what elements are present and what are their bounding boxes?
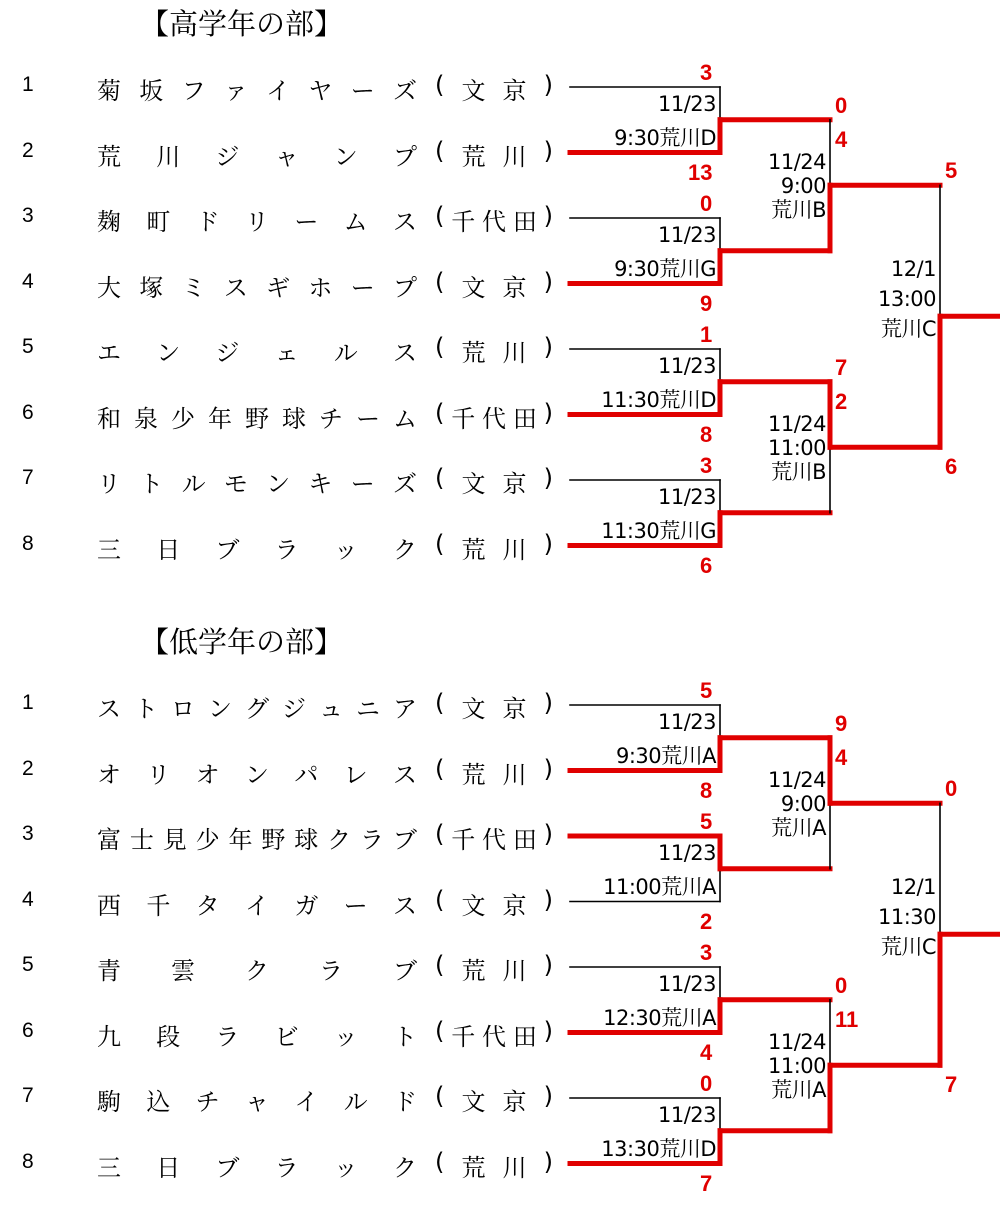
match-date: 11/23	[657, 972, 716, 996]
bracket-upper-grades	[0, 0, 1000, 590]
match-date: 11/23	[657, 1103, 716, 1127]
bracket-lower-grades	[0, 618, 1000, 1208]
team-row	[0, 1144, 570, 1184]
team-area: ( 文 京 )	[435, 464, 553, 498]
match-date: 11/24	[767, 1030, 826, 1055]
team-name: 三 日 ブ ラ ッ ク	[97, 1153, 417, 1182]
team-seed: 6	[22, 1018, 34, 1042]
score: 0	[700, 191, 713, 216]
match-date: 12/1	[890, 875, 936, 900]
match-time-venue: 11:30荒川G	[601, 518, 716, 543]
team-area: ( 荒 川 )	[435, 1147, 553, 1182]
score: 5	[700, 809, 713, 834]
match-date: 11/23	[657, 710, 716, 734]
team-row	[0, 264, 570, 304]
team-seed: 7	[22, 1084, 34, 1107]
team-seed: 3	[22, 204, 34, 227]
score: 11	[835, 1006, 859, 1032]
team-seed: 2	[22, 138, 34, 162]
score: 13	[688, 159, 713, 185]
score: 0	[700, 1071, 713, 1096]
team-name: リ ト ル モ ン キ ー ズ	[97, 470, 417, 498]
match-time-venue: 9:30荒川A	[615, 743, 716, 768]
match-time: 13:00	[877, 287, 936, 312]
match-date: 11/24	[767, 150, 826, 175]
match-date: 11/24	[767, 412, 826, 437]
score: 7	[835, 354, 848, 380]
score: 2	[835, 388, 848, 414]
score: 5	[945, 158, 958, 184]
match-time-venue: 9:30荒川G	[614, 256, 716, 281]
score: 8	[700, 777, 713, 803]
score: 3	[700, 453, 713, 478]
team-row	[0, 882, 570, 922]
team-area: ( 荒 川 )	[435, 136, 553, 171]
team-area: ( 荒 川 )	[435, 951, 553, 985]
team-row	[0, 685, 570, 725]
team-row	[0, 751, 570, 791]
team-row	[0, 133, 570, 173]
score: 0	[945, 776, 958, 802]
team-row	[0, 1013, 570, 1053]
team-seed: 5	[22, 953, 34, 976]
match-time-venue: 11:30荒川D	[601, 387, 716, 412]
match-venue: 荒川B	[771, 198, 826, 223]
score: 3	[700, 60, 713, 85]
team-name: 駒 込 チ ャ イ ル ド	[97, 1088, 417, 1116]
match-date: 11/23	[657, 841, 716, 865]
team-name: 麹 町 ド リ ー ム ス	[97, 208, 417, 236]
team-seed: 5	[22, 335, 34, 358]
team-seed: 2	[22, 756, 34, 780]
score: 7	[945, 1072, 958, 1098]
team-area: ( 文 京 )	[435, 267, 553, 302]
match-date: 11/23	[657, 485, 716, 509]
team-row	[0, 1078, 570, 1118]
match-venue: 荒川A	[771, 1078, 826, 1103]
match-date: 12/1	[890, 257, 936, 282]
match-time-venue: 12:30荒川A	[603, 1005, 716, 1030]
match-time-venue: 9:30荒川D	[614, 125, 716, 150]
team-seed: 8	[22, 1149, 34, 1173]
team-row	[0, 395, 570, 435]
team-name: 富 士 見 少 年 野 球 ク ラ ブ	[97, 826, 417, 854]
team-area: ( 千 代 田 )	[435, 202, 553, 236]
match-time: 9:00	[780, 174, 826, 199]
score: 9	[700, 290, 713, 316]
team-area: ( 千 代 田 )	[435, 398, 553, 433]
match-time: 11:30	[877, 905, 936, 930]
match-venue: 荒川B	[771, 460, 826, 485]
score: 6	[945, 454, 958, 480]
match-time: 11:00	[767, 436, 826, 461]
score: 9	[835, 710, 848, 736]
score: 4	[700, 1039, 713, 1065]
team-area: ( 荒 川 )	[435, 754, 553, 789]
team-row	[0, 816, 570, 856]
team-area: ( 文 京 )	[435, 1082, 553, 1116]
team-seed: 1	[22, 73, 34, 96]
match-venue: 荒川A	[771, 816, 826, 841]
team-name: ス ト ロ ン グ ジ ュ ニ ア	[97, 695, 417, 723]
score: 0	[835, 972, 848, 998]
match-date: 11/23	[657, 223, 716, 247]
score: 3	[700, 940, 713, 965]
match-time: 9:00	[780, 792, 826, 817]
team-name: 大 塚 ミ ス ギ ホ ー プ	[97, 273, 417, 302]
score: 1	[700, 322, 713, 347]
team-seed: 4	[22, 269, 34, 293]
team-seed: 4	[22, 887, 34, 911]
score: 7	[700, 1170, 713, 1196]
team-seed: 3	[22, 822, 34, 845]
team-name: 九 段 ラ ビ ッ ト	[97, 1022, 417, 1051]
team-name: 菊 坂 フ ァ イ ヤ ー ズ	[97, 77, 417, 105]
match-time: 11:00	[767, 1054, 826, 1079]
team-area: ( 文 京 )	[435, 689, 553, 723]
team-row	[0, 198, 570, 238]
match-date: 11/23	[657, 92, 716, 116]
match-venue: 荒川C	[880, 317, 936, 342]
team-row	[0, 947, 570, 987]
team-row	[0, 526, 570, 566]
score: 4	[835, 126, 848, 152]
team-area: ( 文 京 )	[435, 885, 553, 920]
team-seed: 1	[22, 691, 34, 714]
team-seed: 7	[22, 466, 34, 489]
team-seed: 8	[22, 531, 34, 555]
section-title: 【高学年の部】	[140, 7, 344, 41]
team-name: オ リ オ ン パ レ ス	[97, 760, 417, 789]
match-date: 11/24	[767, 768, 826, 793]
team-area: ( 荒 川 )	[435, 333, 553, 367]
team-row	[0, 460, 570, 500]
team-area: ( 千 代 田 )	[435, 1016, 553, 1051]
team-area: ( 千 代 田 )	[435, 820, 553, 854]
team-name: エ ン ジ ェ ル ス	[97, 339, 417, 367]
match-venue: 荒川C	[880, 935, 936, 960]
match-time-venue: 11:00荒川A	[603, 874, 716, 899]
match-time-venue: 13:30荒川D	[601, 1136, 716, 1161]
score: 5	[700, 678, 713, 703]
score: 8	[700, 421, 713, 447]
score: 0	[835, 92, 848, 118]
team-name: 荒 川 ジ ャ ン プ	[97, 142, 417, 171]
team-name: 青 雲 ク ラ ブ	[97, 957, 417, 985]
team-area: ( 荒 川 )	[435, 529, 553, 564]
score: 4	[835, 744, 848, 770]
score: 2	[700, 908, 713, 934]
team-area: ( 文 京 )	[435, 71, 553, 105]
team-name: 三 日 ブ ラ ッ ク	[97, 535, 417, 564]
team-name: 西 千 タ イ ガ ー ス	[97, 891, 417, 920]
score: 6	[700, 552, 713, 578]
section-title: 【低学年の部】	[140, 625, 344, 659]
team-row	[0, 67, 570, 107]
team-seed: 6	[22, 400, 34, 424]
team-name: 和 泉 少 年 野 球 チ ー ム	[97, 404, 417, 433]
match-date: 11/23	[657, 354, 716, 378]
team-row	[0, 329, 570, 369]
